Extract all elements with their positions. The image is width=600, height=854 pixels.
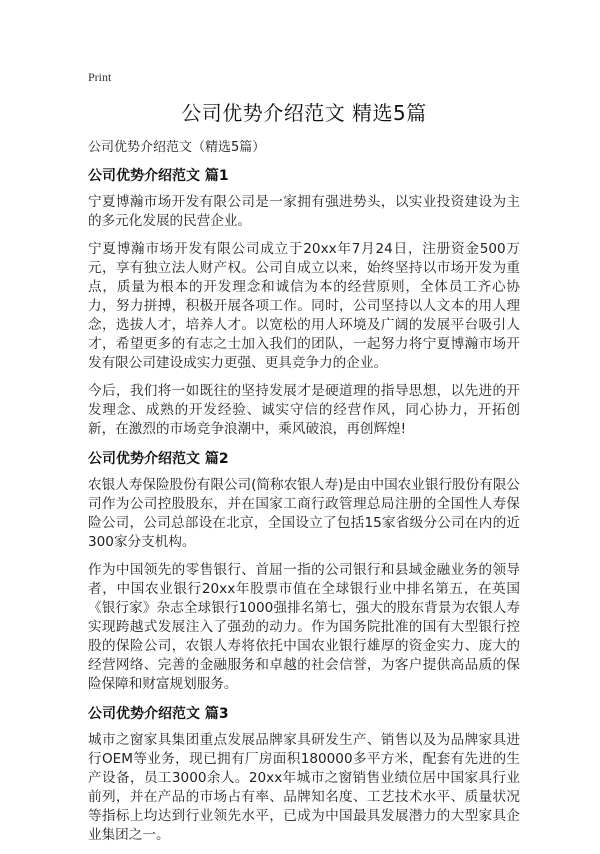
section-1 [88, 165, 520, 439]
section-heading: 公司优势介绍范文 篇1 [88, 168, 229, 184]
paragraph: 宁夏博瀚市场开发有限公司是一家拥有强进势头，以实业投资建设为主的多元化发展的民营企业。 [88, 194, 520, 229]
section-heading: 公司优势介绍范文 篇2 [88, 451, 229, 467]
document-subtitle: 公司优势介绍范文（精选5篇） [88, 140, 266, 155]
section-3 [88, 703, 520, 845]
section-heading: 公司优势介绍范文 篇3 [88, 706, 229, 722]
print-link[interactable]: Print [88, 70, 112, 84]
paragraph: 农银人寿保险股份有限公司(简称农银人寿)是由中国农业银行股份有限公司作为公司控股股东，并在国家工商行政管理总局注册的全国性人寿保险公司，公司总部设在北京，全国设立了包括15家省级分公司在内的近300家分支机构。 [88, 477, 521, 550]
paragraph: 城市之窗家具集团重点发展品牌家具研发生产、销售以及为品牌家具进行OEM等业务，现已拥有厂房面积180000多平方米，配套有先进的生产设备，员工3000余人。20xx年城市之窗销售业绩位居中国家具行业前列，并在产品的市场占有率、品牌知名度、工艺技术水平、质量状况等指标上均达到行业领先水平，已成为中国最具发展潜力的大型家具企业集团之一。 [88, 732, 520, 843]
paragraph: 作为中国领先的零售银行、首屈一指的公司银行和县域金融业务的领导者，中国农业银行20xx年股票市值在全球银行业中排名第五，在英国《银行家》杂志全球银行1000强排名第七，强大的股东背景为农银人寿实现跨越式发展注入了强劲的动力。作为国务院批准的国有大型银行控股的保险公司，农银人寿将依托中国农业银行雄厚的资金实力、庞大的经营网络、完善的金融服务和卓越的社会信誉，为客户提供高品质的保险保障和财富规划服务。 [88, 562, 520, 692]
document-title: 公司优势介绍范文 精选5篇 [181, 101, 427, 125]
section-2 [88, 448, 520, 694]
paragraph: 宁夏博瀚市场开发有限公司成立于20xx年7月24日，注册资金500万元，享有独立法人财产权。公司自成立以来，始终坚持以市场开发为重点，质量为根本的开发理念和诚信为本的经营原则，全体员工齐心协力，努力拼搏，积极开展各项工作。同时，公司坚持以人文本的用人理念，选拔人才，培养人才。以宽松的用人环境及广阔的发展平台吸引人才，希望更多的有志之士加入我们的团队，一起努力将宁夏博瀚市场开发有限公司建设成实力更强、更具竞争力的企业。 [88, 241, 520, 371]
document-page [88, 70, 520, 854]
paragraph: 今后，我们将一如既往的坚持发展才是硬道理的指导思想，以先进的开发理念、成熟的开发经验、诚实守信的经营作风，同心协力，开拓创新，在激烈的市场竞争浪潮中，乘风破浪，再创辉煌! [88, 383, 520, 437]
